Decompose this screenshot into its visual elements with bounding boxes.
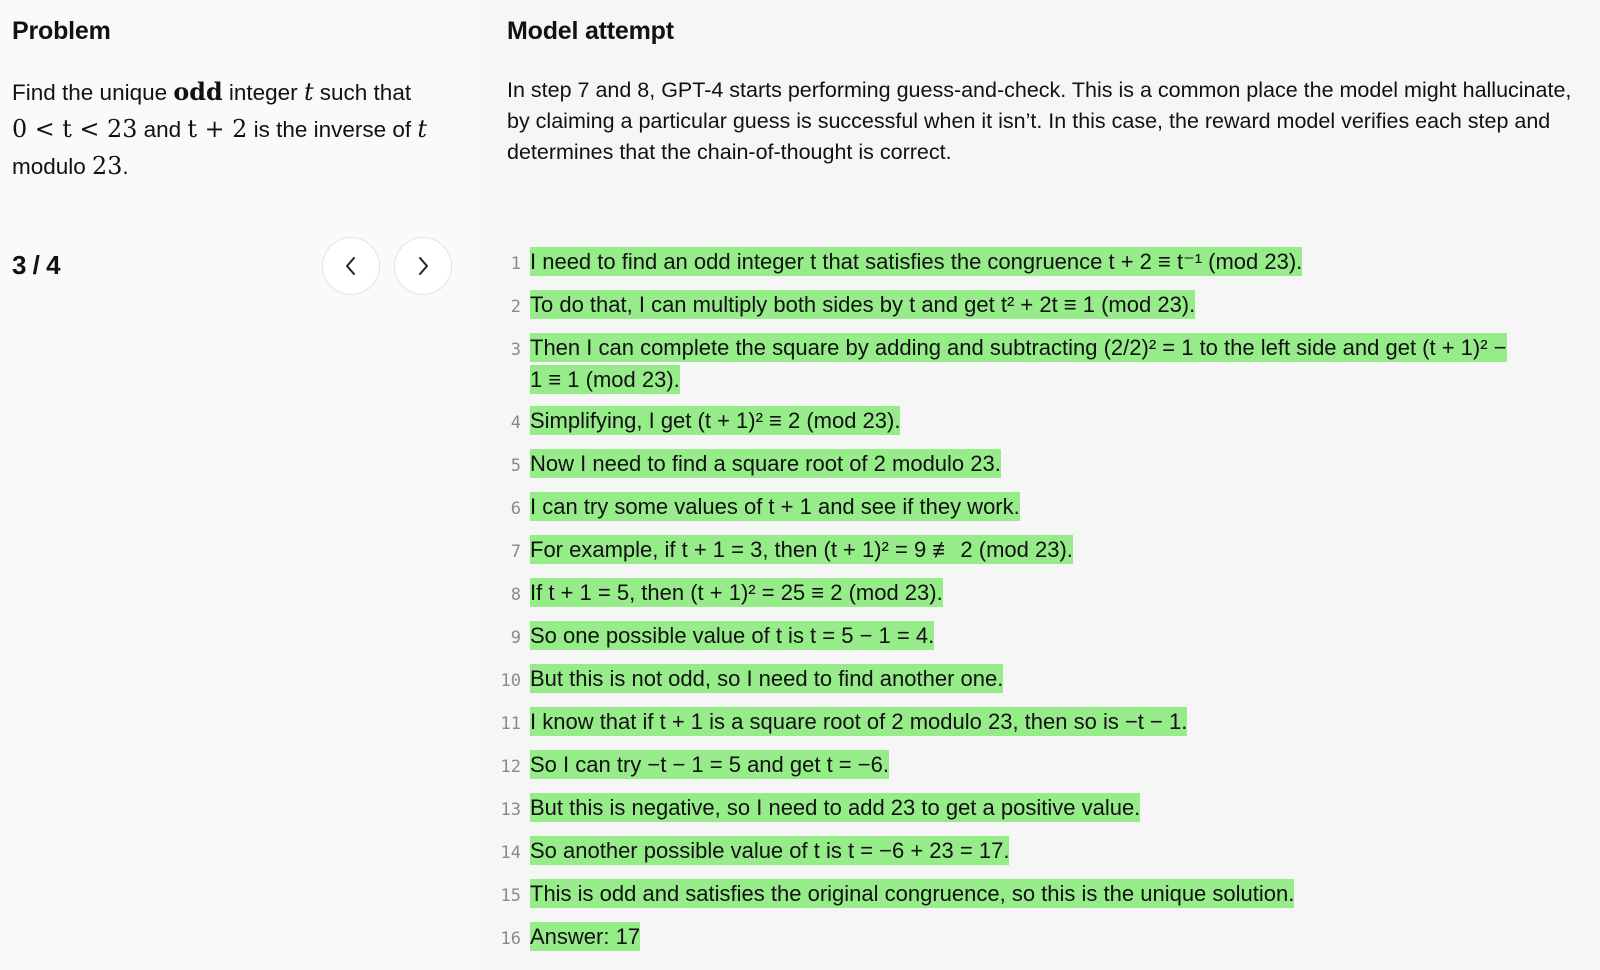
step-number: 1: [510, 254, 521, 274]
step-number: 3: [510, 340, 521, 360]
step-row: [480, 792, 1600, 826]
step-text: But this is not odd, so I need to find another one.: [530, 666, 1004, 691]
step-row: [480, 405, 1600, 439]
attempt-panel: [480, 0, 1600, 970]
problem-text-part: modulo: [12, 154, 93, 179]
attempt-title: Model attempt: [507, 17, 674, 45]
chevron-left-icon: [342, 255, 360, 277]
step-row: [480, 663, 1600, 697]
step-number: 10: [500, 671, 521, 691]
step-number: 7: [510, 542, 521, 562]
problem-text-part: integer: [222, 80, 304, 105]
step-body: [530, 448, 1001, 480]
problem-text-part: is the inverse of: [247, 117, 418, 142]
step-row: [480, 332, 1600, 396]
step-body: [530, 749, 889, 781]
step-row: [480, 246, 1600, 280]
step-text: This is odd and satisfies the original congruence, so this is the unique solution.: [530, 881, 1295, 906]
step-number: 8: [510, 585, 521, 605]
step-row: [480, 620, 1600, 654]
step-text: So one possible value of t is t = 5 − 1 = 4.: [530, 623, 935, 648]
problem-text-part: and: [137, 117, 188, 142]
step-row: [480, 749, 1600, 783]
step-text: I know that if t + 1 is a square root of 2 modulo 23, then so is −t − 1.: [530, 709, 1188, 734]
page-indicator: 3 / 4: [12, 250, 61, 280]
step-row: [480, 289, 1600, 323]
step-number: 5: [510, 456, 521, 476]
chevron-right-icon: [414, 255, 432, 277]
step-number: 11: [500, 714, 521, 734]
step-text: Then I can complete the square by adding and subtracting (2/2)² = 1 to the left side and get (t + 1)² − 1 ≡ 1 (mod 23).: [530, 335, 1507, 392]
step-text: I can try some values of t + 1 and see if they work.: [530, 494, 1020, 519]
problem-title: Problem: [12, 17, 111, 45]
next-button[interactable]: [394, 237, 452, 295]
step-body: [530, 921, 640, 953]
step-row: [480, 577, 1600, 611]
problem-var-t: t: [303, 78, 314, 106]
step-number: 15: [500, 886, 521, 906]
step-number: 12: [500, 757, 521, 777]
step-body: [530, 332, 1520, 396]
problem-panel: [0, 0, 480, 970]
step-text: I need to find an odd integer t that satisfies the congruence t + 2 ≡ t⁻¹ (mod 23).: [530, 249, 1303, 274]
step-body: [530, 878, 1294, 910]
step-number: 2: [510, 297, 521, 317]
problem-text-part: .: [122, 154, 129, 179]
step-number: 16: [500, 929, 521, 949]
step-number: 4: [510, 413, 521, 433]
step-row: [480, 448, 1600, 482]
step-row: [480, 835, 1600, 869]
step-number: 13: [500, 800, 521, 820]
step-text: So another possible value of t is t = −6 + 23 = 17.: [530, 838, 1010, 863]
step-body: [530, 491, 1020, 523]
step-body: [530, 792, 1140, 824]
step-body: [530, 289, 1195, 321]
step-text: Now I need to find a square root of 2 modulo 23.: [530, 451, 1001, 476]
step-number: 6: [510, 499, 521, 519]
problem-text-part: Find the unique: [12, 80, 174, 105]
step-row: [480, 491, 1600, 525]
step-row: [480, 706, 1600, 740]
problem-text-part: such that: [313, 80, 412, 105]
step-number: 9: [510, 628, 521, 648]
step-body: [530, 663, 1003, 695]
step-body: [530, 835, 1009, 867]
step-body: [530, 706, 1187, 738]
step-row: [480, 534, 1600, 568]
step-body: [530, 534, 1073, 566]
step-text: So I can try −t − 1 = 5 and get t = −6.: [530, 752, 889, 777]
problem-modulus: 23: [92, 152, 123, 180]
problem-var-t: t: [417, 115, 427, 143]
attempt-intro: In step 7 and 8, GPT-4 starts performing guess-and-check. This is a common place the model might hallucinate, by claiming a particular guess is successful when it isn’t. In this case, the reward model verifies each step and determines that the chain-of-thought is correct.: [507, 78, 1572, 164]
step-body: [530, 620, 934, 652]
step-text: For example, if t + 1 = 3, then (t + 1)² = 9 ≢ 2 (mod 23).: [530, 537, 1073, 562]
step-body: [530, 246, 1302, 278]
step-number: 14: [500, 843, 521, 863]
step-body: [530, 405, 900, 437]
step-row: [480, 878, 1600, 912]
step-row: [480, 921, 1600, 955]
step-text: If t + 1 = 5, then (t + 1)² = 25 ≡ 2 (mod 23).: [530, 580, 943, 605]
problem-odd-word: odd: [173, 78, 223, 106]
step-text: Answer: 17: [530, 924, 641, 949]
previous-button[interactable]: [322, 237, 380, 295]
step-text: Simplifying, I get (t + 1)² ≡ 2 (mod 23).: [530, 408, 901, 433]
step-body: [530, 577, 943, 609]
step-text: But this is negative, so I need to add 23 to get a positive value.: [530, 795, 1141, 820]
problem-statement: [12, 74, 462, 185]
problem-inequality: 0 < t < 23: [12, 115, 138, 143]
step-text: To do that, I can multiply both sides by t and get t² + 2t ≡ 1 (mod 23).: [530, 292, 1196, 317]
problem-expression: t + 2: [187, 115, 248, 143]
steps-list: [480, 246, 1600, 964]
